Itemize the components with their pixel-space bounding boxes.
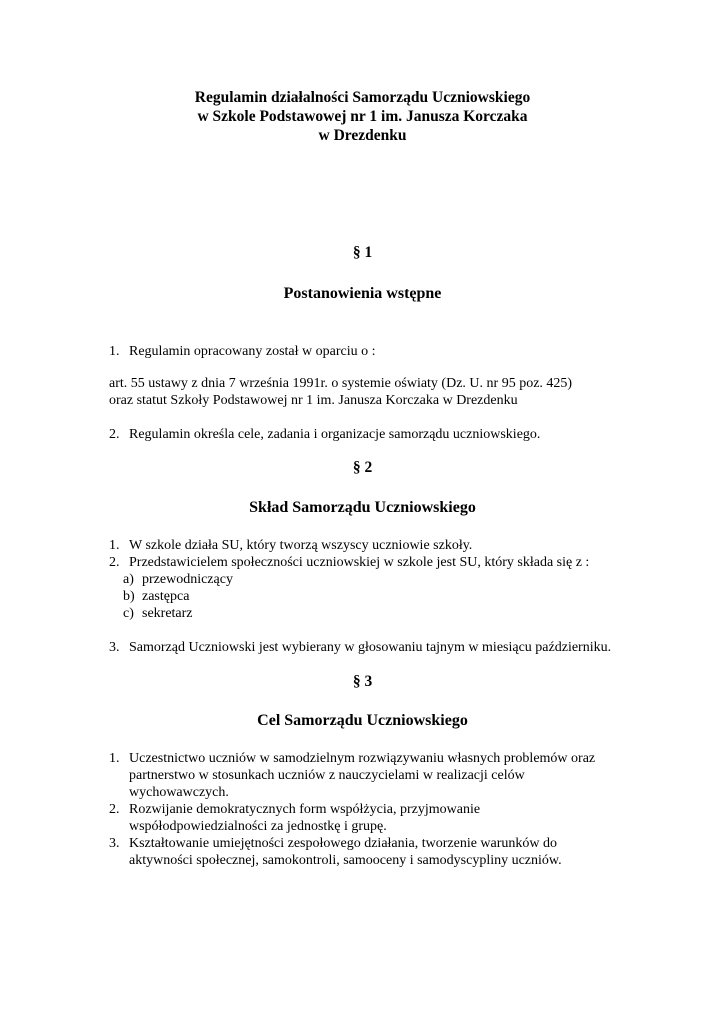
s2-sub-c-letter: c): [123, 606, 134, 621]
section-1-heading: Postanowienia wstępne: [283, 285, 442, 302]
s2-item-2-number: 2.: [109, 555, 120, 570]
s3-item-2-number: 2.: [109, 802, 120, 817]
s3-item-2-line-2: współodpowiedzialności za jednostkę i grupę.: [129, 819, 387, 834]
s1-basis-line-2: oraz statut Szkoły Podstawowej nr 1 im. Janusza Korczaka w Drezdenku: [109, 393, 518, 408]
s2-sub-b-letter: b): [123, 589, 135, 604]
s1-item-1-number: 1.: [109, 344, 120, 359]
title-line-3: w Drezdenku: [318, 127, 407, 144]
s2-item-3-number: 3.: [109, 640, 120, 655]
s2-item-2-text: Przedstawicielem społeczności uczniowskiej w szkole jest SU, który składa się z :: [129, 555, 590, 570]
s1-item-2-number: 2.: [109, 427, 120, 442]
s2-item-3-text: Samorząd Uczniowski jest wybierany w głosowaniu tajnym w miesiącu październiku.: [129, 640, 612, 655]
s2-sub-c-text: sekretarz: [142, 606, 193, 621]
s3-item-1-line-1: Uczestnictwo uczniów w samodzielnym rozwiązywaniu własnych problemów oraz: [129, 751, 596, 766]
s1-item-2-text: Regulamin określa cele, zadania i organizacje samorządu uczniowskiego.: [129, 427, 541, 442]
s2-sub-a-text: przewodniczący: [142, 572, 233, 587]
s2-sub-a-letter: a): [123, 572, 134, 587]
section-2-symbol: § 2: [352, 459, 373, 476]
s1-basis-line-1: art. 55 ustawy z dnia 7 września 1991r. o systemie oświaty (Dz. U. nr 95 poz. 425): [109, 376, 573, 391]
s3-item-3-line-2: aktywności społecznej, samokontroli, samooceny i samodyscypliny uczniów.: [129, 853, 562, 868]
title-line-2: w Szkole Podstawowej nr 1 im. Janusza Korczaka: [197, 108, 528, 125]
s3-item-1-line-2: partnerstwo w stosunkach uczniów z nauczycielami w realizacji celów: [129, 768, 525, 783]
s3-item-3-line-1: Kształtowanie umiejętności zespołowego działania, tworzenie warunków do: [129, 836, 558, 851]
section-1-symbol: § 1: [352, 244, 373, 261]
s3-item-1-number: 1.: [109, 751, 120, 766]
s2-item-1-number: 1.: [109, 538, 120, 553]
document-title: [0, 88, 725, 145]
section-3-heading: Cel Samorządu Uczniowskiego: [257, 712, 468, 729]
s3-item-2-line-1: Rozwijanie demokratycznych form współżycia, przyjmowanie: [129, 802, 481, 817]
s2-item-1-text: W szkole działa SU, który tworzą wszyscy uczniowie szkoły.: [129, 538, 473, 553]
title-line-1: Regulamin działalności Samorządu Uczniowskiego: [194, 89, 531, 106]
s3-item-1-line-3: wychowawczych.: [129, 785, 229, 800]
s3-item-3-number: 3.: [109, 836, 120, 851]
section-3-symbol: § 3: [352, 673, 373, 690]
s1-item-1-text: Regulamin opracowany został w oparciu o :: [129, 344, 376, 359]
s2-sub-b-text: zastępca: [142, 589, 190, 604]
section-2-heading: Skład Samorządu Uczniowskiego: [249, 499, 476, 516]
